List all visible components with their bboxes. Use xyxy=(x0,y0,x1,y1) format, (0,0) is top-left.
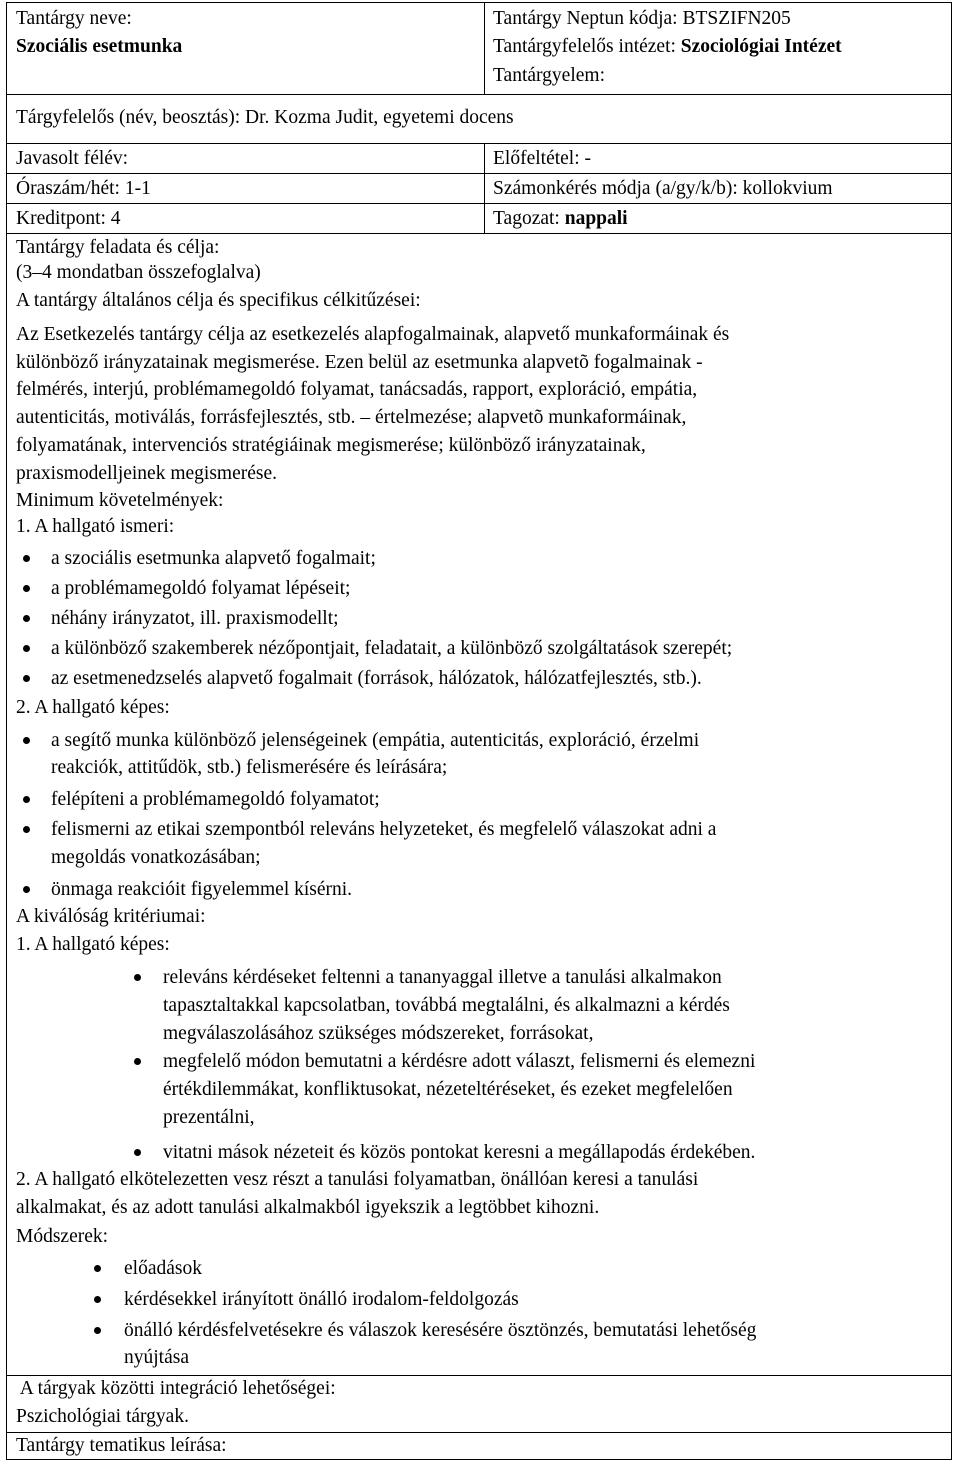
bullet-icon xyxy=(23,886,30,893)
bullet-icon xyxy=(23,675,30,682)
able-item-line: reakciók, attitűdök, stb.) felismerésére és leírására; xyxy=(51,757,448,778)
credit-points: Kreditpont: 4 xyxy=(16,208,121,229)
knows-item: a problémamegoldó folyamat lépéseit; xyxy=(51,578,351,599)
minimum-requirements-title: Minimum követelmények: xyxy=(16,490,224,511)
knows-item: a különböző szakemberek nézőpontjait, feladatait, a különböző szolgáltatások szerepét; xyxy=(51,638,733,659)
general-goal-title: A tantárgy általános célja és specifikus célkitűzései: xyxy=(16,290,421,311)
excellence-item-line: tapasztaltakkal kapcsolatban, továbbá megtalálni, és alkalmazni a kérdés xyxy=(163,995,730,1016)
info-row-divider-2 xyxy=(6,203,952,204)
info-row-divider-1 xyxy=(6,173,952,174)
header-column-divider xyxy=(484,2,485,94)
bullet-icon xyxy=(23,737,30,744)
responsible-row-divider xyxy=(6,143,952,144)
knows-title: 1. A hallgató ismeri: xyxy=(16,516,175,537)
goal-paragraph-line: Az Esetkezelés tantárgy célja az esetkezelés alapfogalmainak, alapvető munkaformáinak és xyxy=(16,324,730,345)
prerequisite: Előfeltétel: - xyxy=(493,148,591,169)
info-column-divider xyxy=(484,143,485,233)
able-item-line: önmaga reakcióit figyelemmel kísérni. xyxy=(51,879,353,900)
bullet-icon xyxy=(94,1327,101,1334)
excellence-title: A kiválóság kritériumai: xyxy=(16,906,206,927)
study-mode-label: Tagozat: xyxy=(493,208,565,229)
integration-row-divider xyxy=(6,1375,952,1376)
subject-name-value: Szociális esetmunka xyxy=(16,36,183,57)
method-item-line: önálló kérdésfelvetésekre és válaszok keresésére ösztönzés, bemutatási lehetőség xyxy=(124,1320,757,1341)
method-item-line: előadások xyxy=(124,1258,202,1279)
bullet-icon xyxy=(23,645,30,652)
header-row-divider xyxy=(6,94,952,95)
institute-value: Szociológiai Intézet xyxy=(680,36,842,57)
task-title: Tantárgy feladata és célja: xyxy=(16,237,220,258)
excellence-item-line: megválaszolásához szükséges módszereket, forrásokat, xyxy=(163,1023,594,1044)
excellence-item-line: értékdilemmákat, konfliktusokat, nézeteltéréseket, és ezeket megfelelően xyxy=(163,1079,733,1100)
excellence-able-title: 1. A hallgató képes: xyxy=(16,934,170,955)
integration-value: Pszichológiai tárgyak. xyxy=(16,1406,189,1427)
knows-item: a szociális esetmunka alapvető fogalmait; xyxy=(51,548,376,569)
thematic-title: Tantárgy tematikus leírása: xyxy=(16,1435,227,1456)
goal-paragraph-line: felmérés, interjú, problémamegoldó folyamat, tanácsadás, rapport, exploráció, empátia, xyxy=(16,379,698,400)
study-mode xyxy=(493,207,628,231)
methods-title: Módszerek: xyxy=(16,1226,109,1247)
study-mode-value: nappali xyxy=(564,208,628,229)
bullet-icon xyxy=(23,555,30,562)
excellence-item-line: megfelelő módon bemutatni a kérdésre adott választ, felismerni és elemezni xyxy=(163,1051,756,1072)
bullet-icon xyxy=(23,585,30,592)
able-item-line: felismerni az etikai szempontból releváns helyzeteket, és megfelelő válaszokat adni a xyxy=(51,819,717,840)
goal-paragraph-line: különböző irányzatainak megismerése. Ezen belül az esetmunka alapvetõ fogalmainak - xyxy=(16,352,703,373)
institute-label: Tantárgyfelelős intézet: xyxy=(493,36,681,57)
knows-item: néhány irányzatot, ill. praxismodellt; xyxy=(51,608,339,629)
bullet-icon xyxy=(134,974,141,981)
able-item-line: a segítő munka különböző jelenségeinek (empátia, autenticitás, exploráció, érzelmi xyxy=(51,730,700,751)
goal-paragraph-line: praxismodelljeinek megismerése. xyxy=(16,463,278,484)
goal-paragraph-line: autenticitás, motiválás, forrásfejlesztés, stb. – értelmezése; alapvetõ munkaformáinak, xyxy=(16,407,687,428)
method-item-line: kérdésekkel irányított önálló irodalom-feldolgozás xyxy=(124,1289,519,1310)
bullet-icon xyxy=(23,615,30,622)
bullet-icon xyxy=(23,826,30,833)
goal-paragraph-line: folyamatának, intervenciós stratégiáinak megismerése; különböző irányzatainak, xyxy=(16,435,646,456)
bullet-icon xyxy=(94,1265,101,1272)
integration-title: A tárgyak közötti integráció lehetőségei: xyxy=(16,1378,336,1399)
neptun-code: Tantárgy Neptun kódja: BTSZIFN205 xyxy=(493,8,791,29)
recommended-semester: Javasolt félév: xyxy=(16,148,129,169)
bullet-icon xyxy=(23,796,30,803)
knows-item: az esetmenedzselés alapvető fogalmait (források, hálózatok, hálózatfejlesztés, stb.). xyxy=(51,668,702,689)
bullet-icon xyxy=(94,1296,101,1303)
assessment-method: Számonkérés módja (a/gy/k/b): kollokvium xyxy=(493,178,833,199)
info-row-divider-3 xyxy=(6,233,952,234)
subject-name-label: Tantárgy neve: xyxy=(16,8,132,29)
method-item-line: nyújtása xyxy=(124,1347,189,1368)
course-responsible: Tárgyfelelős (név, beosztás): Dr. Kozma Judit, egyetemi docens xyxy=(16,107,514,128)
able-title: 2. A hallgató képes: xyxy=(16,697,170,718)
committed-paragraph-line: alkalmakat, és az adott tanulási alkalmakból igyekszik a legtöbbet kihozni. xyxy=(16,1197,600,1218)
task-subtitle: (3–4 mondatban összefoglalva) xyxy=(16,262,261,283)
weekly-hours: Óraszám/hét: 1-1 xyxy=(16,178,151,199)
committed-paragraph-line: 2. A hallgató elkötelezetten vesz részt a tanulási folyamatban, önállóan keresi a tanulási xyxy=(16,1169,699,1190)
excellence-item-line: prezentálni, xyxy=(163,1107,255,1128)
bullet-icon xyxy=(134,1058,141,1065)
thematic-row-divider xyxy=(6,1432,952,1433)
responsible-institute xyxy=(493,35,842,59)
subject-element: Tantárgyelem: xyxy=(493,65,605,86)
bullet-icon xyxy=(134,1149,141,1156)
excellence-item-line: releváns kérdéseket feltenni a tananyaggal illetve a tanulási alkalmakon xyxy=(163,967,722,988)
excellence-item-line: vitatni mások nézeteit és közös pontokat keresni a megállapodás érdekében. xyxy=(163,1142,756,1163)
able-item-line: felépíteni a problémamegoldó folyamatot; xyxy=(51,789,380,810)
able-item-line: megoldás vonatkozásában; xyxy=(51,847,261,868)
